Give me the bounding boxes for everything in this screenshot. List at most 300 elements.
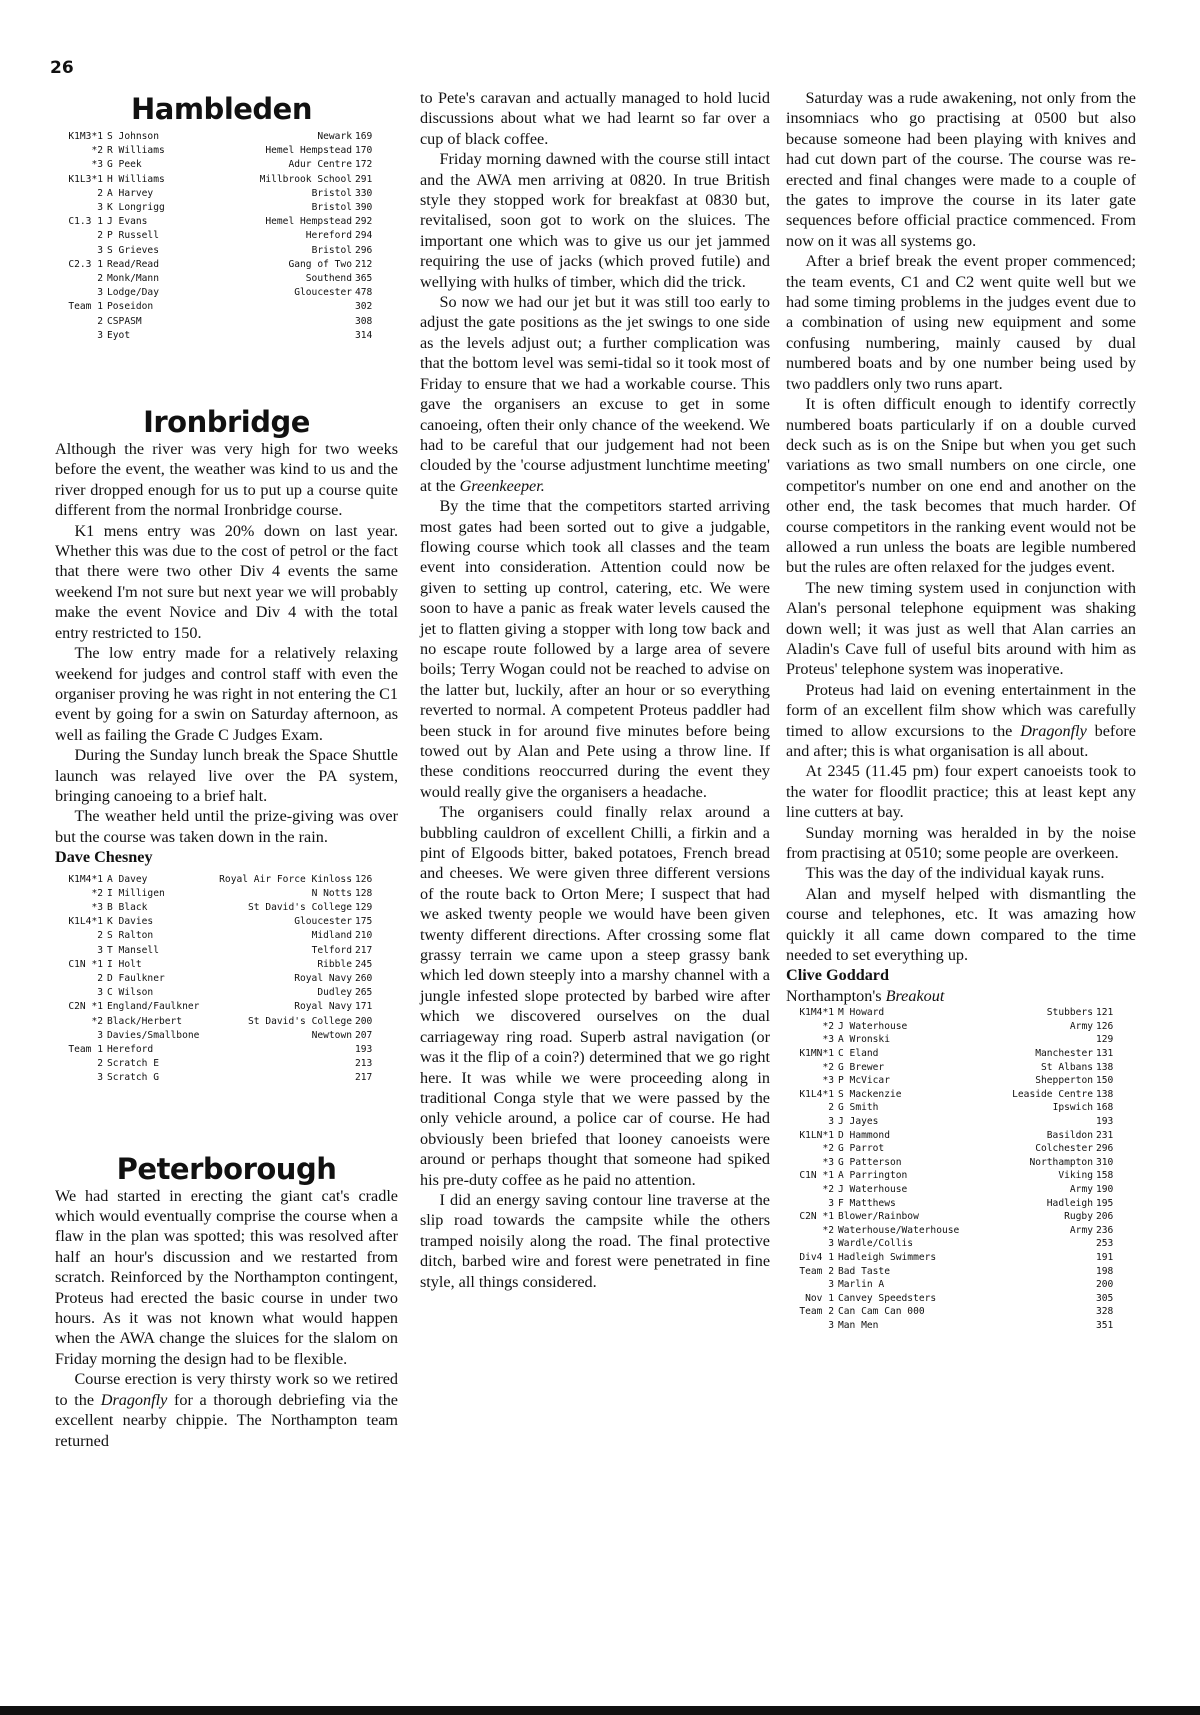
result-score: 351	[1096, 1319, 1114, 1331]
result-row	[55, 187, 385, 201]
result-row	[786, 1047, 1126, 1061]
result-club: Midland	[311, 930, 352, 942]
result-score: 253	[1096, 1238, 1114, 1250]
result-name: M Howard	[838, 1007, 885, 1019]
result-row	[786, 1006, 1126, 1020]
result-club: Newtown	[311, 1029, 352, 1041]
result-row	[786, 1237, 1126, 1251]
result-row	[786, 1278, 1126, 1292]
result-cls: K1L3*1	[68, 173, 103, 185]
result-name: K Davies	[107, 916, 154, 928]
result-cls: *2	[822, 1020, 834, 1032]
paragraph: The low entry made for a relatively relaxing weekend for judges and control staff with even the organiser proving he was right in not entering the C1 event by going for a swin on Saturday afternoon, as well as failing the Grade C Judges Exam.	[55, 644, 398, 744]
result-name: G Peek	[107, 159, 142, 171]
result-score: 305	[1096, 1292, 1114, 1304]
result-score: 150	[1096, 1075, 1114, 1087]
result-row	[55, 972, 385, 986]
result-score: 296	[355, 244, 373, 256]
result-club: Millbrook School	[259, 173, 352, 185]
result-cls: 3	[97, 287, 103, 299]
result-score: 328	[1096, 1306, 1114, 1318]
result-cls: Nov 1	[805, 1292, 834, 1304]
result-row	[55, 944, 385, 958]
paragraph: Although the river was very high for two weeks before the event, the weather was kind to us and the river dropped enough for us to put up a course quite different from the normal Ironbridge course.	[55, 440, 398, 520]
result-cls: C1.3 1	[68, 216, 103, 228]
result-row	[55, 958, 385, 972]
paragraph: Proteus had laid on evening entertainment in the form of an excellent film show which was carefully timed to allow excursions to the Dragonfly before and after; this is what organisation is all about.	[786, 680, 1136, 760]
result-row	[55, 258, 385, 272]
result-row	[55, 929, 385, 943]
result-cls: 3	[828, 1197, 834, 1209]
result-row	[786, 1169, 1126, 1183]
result-club: Hemel Hempstead	[265, 145, 352, 157]
paragraph: Saturday was a rude awakening, not only from the insomniacs who go practising at 0500 but also because someone had been playing with knives and had cut down part of the course. The course was re-erected and final changes were made to a couple of the gates to improve the course in its later gate sequences before official practice commenced. From now on it was all systems go.	[786, 89, 1136, 250]
result-club	[967, 1278, 1096, 1292]
result-row	[786, 1142, 1126, 1156]
result-club: N Notts	[311, 887, 352, 899]
result-score: 129	[355, 901, 373, 913]
result-name: D Faulkner	[107, 973, 165, 984]
result-cls: *2	[822, 1224, 834, 1236]
bottom-rule	[0, 1706, 1200, 1715]
result-score: 193	[1096, 1116, 1114, 1128]
result-score: 365	[355, 273, 373, 285]
result-row	[786, 1074, 1126, 1088]
result-row	[55, 1029, 385, 1043]
result-row	[786, 1129, 1126, 1143]
result-club	[967, 1265, 1096, 1279]
result-score: 126	[355, 873, 373, 885]
result-cls: *2	[822, 1143, 834, 1155]
result-row	[55, 286, 385, 300]
result-club	[967, 1292, 1096, 1306]
result-name: C Eland	[838, 1048, 879, 1060]
result-name: J Waterhouse	[838, 1184, 908, 1195]
result-name: A Parrington	[838, 1170, 908, 1182]
result-score: 200	[1096, 1279, 1114, 1291]
result-cls: 3	[97, 244, 103, 256]
result-name: D Hammond	[838, 1129, 890, 1141]
result-club: Shepperton	[1035, 1075, 1093, 1087]
result-cls: C2.3 1	[68, 258, 103, 270]
result-club: St David's College	[248, 1015, 352, 1027]
result-row	[786, 1033, 1126, 1047]
result-row	[55, 144, 385, 158]
result-name: G Brewer	[838, 1061, 885, 1073]
result-row	[55, 1000, 385, 1014]
result-cls: 2	[97, 973, 103, 984]
result-club: Ribble	[317, 958, 352, 970]
paragraph: So now we had our jet but it was still too early to adjust the gate positions as the jet swings to one side as the levels adjust out; a further complication was that the bottom level was semi-tidal so it took most of Friday to ensure that we had a workable course. This gave the organisers an excuse to get in some canoeing, often their only chance of the weekend. We had to be careful that our judgement had not been clouded by the 'course adjustment lunchtime meeting' at the Greenkeeper.	[420, 293, 770, 495]
result-row	[55, 986, 385, 1000]
result-club	[231, 1043, 355, 1057]
result-score: 217	[355, 1072, 373, 1084]
result-score: 191	[1096, 1251, 1114, 1263]
result-cls: K1L4*1	[799, 1088, 834, 1100]
result-row	[55, 201, 385, 215]
column-2	[420, 88, 770, 1292]
result-name: J Waterhouse	[838, 1020, 908, 1032]
result-name: Hadleigh Swimmers	[838, 1251, 937, 1263]
result-club	[231, 1071, 355, 1085]
result-name: CSPASM	[107, 315, 142, 327]
result-score: 330	[355, 187, 373, 199]
result-score: 198	[1096, 1265, 1114, 1277]
result-cls: 2	[97, 230, 103, 242]
result-name: J Evans	[107, 216, 148, 228]
paragraph: At 2345 (11.45 pm) four expert canoeists took to the water for floodlit practice; this at least kept any line cutters at bay.	[786, 762, 1136, 822]
result-cls: K1M3*1	[68, 131, 103, 142]
result-score: 212	[355, 258, 373, 270]
result-name: S Ralton	[107, 930, 154, 942]
result-row	[55, 130, 385, 144]
result-row	[55, 1071, 385, 1085]
result-score: 302	[355, 301, 373, 313]
result-club	[967, 1305, 1096, 1319]
result-score: 121	[1096, 1007, 1114, 1019]
result-club: Viking	[1058, 1170, 1093, 1182]
result-score: 265	[355, 987, 373, 999]
result-row	[786, 1210, 1126, 1224]
result-score: 138	[1096, 1061, 1114, 1073]
result-name: P McVicar	[838, 1075, 890, 1087]
result-row	[55, 315, 385, 329]
result-row	[55, 1015, 385, 1029]
result-row	[786, 1265, 1126, 1279]
result-name: Bad Taste	[838, 1265, 890, 1277]
result-club: Hadleigh	[1046, 1197, 1093, 1209]
result-cls: 2	[97, 273, 103, 285]
result-cls: Team 1	[68, 301, 103, 313]
result-cls: C2N *1	[68, 1001, 103, 1013]
result-cls: 2	[97, 1058, 103, 1070]
result-cls: 3	[97, 202, 103, 214]
result-score: 390	[355, 202, 373, 214]
result-score: 170	[355, 145, 373, 157]
result-club: Dudley	[317, 987, 352, 999]
result-score: 310	[1096, 1156, 1114, 1168]
result-score: 207	[355, 1029, 373, 1041]
result-score: 296	[1096, 1143, 1114, 1155]
peterborough-title: Peterborough	[116, 1151, 337, 1186]
paragraph: By the time that the competitors started arriving most gates had been sorted out to give a judgable, flowing course which took all classes and the team event into consideration. Attention could now be given to setting up control, catering, etc. We were soon to have a panic as freak water levels caused the jet to flatten giving a stopper with long tow back and no escape route followed by a large area of severe boils; Terry Wogan could not be reached to advise on the latter but, luckily, after an hour or so everything reverted to normal. A competent Proteus paddler had been stuck in for around five minutes before being towed out by Alan and Pete using a throw line. If these conditions reoccurred during the event they would really give the organisers a headache.	[420, 497, 770, 801]
result-name: Poseidon	[107, 301, 154, 313]
result-name: S Grieves	[107, 244, 159, 256]
result-row	[786, 1088, 1126, 1102]
paragraph: Alan and myself helped with dismantling the course and telephones, etc. It was amazing how quickly it all came down compared to the time needed to set everything up.	[786, 884, 1136, 965]
result-club: Northampton	[1029, 1156, 1093, 1168]
result-name: T Mansell	[107, 944, 159, 956]
result-score: 308	[355, 315, 373, 327]
result-score: 190	[1096, 1184, 1114, 1195]
result-score: 158	[1096, 1170, 1114, 1182]
result-name: Monk/Mann	[107, 273, 159, 285]
result-score: 217	[355, 944, 373, 956]
result-club: Leaside Centre	[1012, 1088, 1093, 1100]
result-score: 210	[355, 930, 373, 942]
ironbridge-title: Ironbridge	[143, 405, 310, 440]
result-row	[786, 1101, 1126, 1115]
result-name: G Smith	[838, 1102, 879, 1114]
result-cls: 3	[97, 1029, 103, 1041]
result-club	[231, 1057, 355, 1071]
result-cls: 2	[97, 187, 103, 199]
result-cls: 2	[97, 315, 103, 327]
result-score: 213	[355, 1058, 373, 1070]
result-club: Bristol	[311, 244, 352, 256]
result-row	[786, 1156, 1126, 1170]
result-name: A Wronski	[838, 1034, 890, 1046]
result-club: Bristol	[311, 187, 352, 199]
result-score: 294	[355, 230, 373, 242]
result-row	[786, 1020, 1126, 1034]
result-score: 171	[355, 1001, 373, 1013]
result-score: 169	[355, 131, 373, 142]
result-name: Lodge/Day	[107, 287, 159, 299]
result-name: Davies/Smallbone	[107, 1029, 200, 1041]
result-name: Canvey Speedsters	[838, 1292, 937, 1304]
paragraph: to Pete's caravan and actually managed to hold lucid discussions about what we had learnt so far over a cup of black coffee.	[420, 89, 770, 148]
result-cls: C1N *1	[68, 958, 103, 970]
result-club: Manchester	[1035, 1048, 1093, 1060]
result-cls: K1L4*1	[68, 916, 103, 928]
result-cls: Team 2	[799, 1265, 834, 1277]
result-score: 172	[355, 159, 373, 171]
result-cls: 3	[97, 329, 103, 341]
result-row	[786, 1251, 1126, 1265]
result-row	[786, 1224, 1126, 1238]
column-3	[786, 88, 1136, 1333]
result-cls: *3	[822, 1034, 834, 1046]
result-score: 478	[355, 287, 373, 299]
result-row	[55, 244, 385, 258]
ironbridge-signature: Dave Chesney	[55, 848, 153, 867]
result-club: Army	[1069, 1020, 1093, 1032]
result-name: G Parrot	[838, 1143, 885, 1155]
result-name: J Jayes	[838, 1116, 879, 1128]
result-row	[55, 873, 385, 887]
result-cls: C1N *1	[799, 1170, 834, 1182]
result-cls: *2	[822, 1184, 834, 1195]
result-score: 193	[355, 1044, 373, 1056]
result-club: Newark	[317, 131, 352, 142]
result-name: A Harvey	[107, 187, 154, 199]
result-cls: *3	[822, 1075, 834, 1087]
result-row	[786, 1061, 1126, 1075]
paragraph: The weather held until the prize-giving was over but the course was taken down in the rain.	[55, 807, 398, 846]
result-name: I Holt	[107, 958, 142, 970]
result-name: England/Faulkner	[107, 1001, 200, 1013]
result-score: 195	[1096, 1197, 1114, 1209]
result-score: 200	[355, 1015, 373, 1027]
paragraph: It is often difficult enough to identify correctly numbered boats particularly if on a double curved deck such as is on the Snipe but when you get such variations as two small numbers on one circle, one competitor's number on one end and another on the other end, the task becomes that much harder. Of course competitors in the ranking event would not be allowed a run unless the boats are legible numbered but the rules are often relaxed for the judges event.	[786, 395, 1136, 577]
result-cls: Div4 1	[799, 1251, 834, 1263]
result-club: Colchester	[1035, 1143, 1093, 1155]
result-club	[967, 1115, 1096, 1129]
paragraph: I did an energy saving contour line traverse at the slip road towards the campsite while the others tramped noisily along the road. The final protective ditch, barbed wire and forest were penetrated in fine style, all things considered.	[420, 1190, 770, 1291]
result-score: 291	[355, 173, 373, 185]
result-club: Ipswich	[1052, 1102, 1093, 1114]
result-club	[967, 1237, 1096, 1251]
result-name: Hereford	[107, 1044, 154, 1056]
result-club: Hemel Hempstead	[265, 216, 352, 228]
result-row	[55, 158, 385, 172]
result-cls: 3	[97, 944, 103, 956]
paragraph: Sunday morning was heralded in by the noise from practising at 0510; some people are overkeen.	[786, 823, 1136, 863]
hambleden-results	[55, 130, 385, 343]
peterborough-signature: Clive Goddard	[786, 966, 889, 985]
paragraph: The new timing system used in conjunction with Alan's personal telephone equipment was shaking down well; it was just as well that Alan carries an Aladin's Cave full of useful bits around with him as Proteus' telephone system was inoperative.	[786, 578, 1136, 679]
result-score: 175	[355, 916, 373, 928]
result-score: 245	[355, 958, 373, 970]
result-club: Bristol	[311, 202, 352, 214]
result-cls: *3	[822, 1156, 834, 1168]
result-cls: 3	[97, 1072, 103, 1084]
paragraph: During the Sunday lunch break the Space Shuttle launch was relayed live over the PA system, bringing canoeing to a brief halt.	[55, 746, 398, 805]
result-club: Army	[1069, 1184, 1093, 1195]
paragraph: The organisers could finally relax around a bubbling cauldron of excellent Chilli, a firkin and a pint of Elgoods bitter, baked potatoes, French bread and cheeses. We were given three different versions of the route back to Orton Mere; I suspect that had we asked twenty people we would have been given twenty different directions. After crossing some flat grassy terrain we came upon a steep grassy bank which led down steeply into a marshy channel with a jungle infested slope protected by barbed wire after which we discovered ourselves on the dual carriageway ring road. Superb astral navigation (or was it the flip of a coin?) determined that we go right here. It was while we were proceeding along in traditional Conga style that we were passed by the only vehicle around, a police car of course. He had obviously been briefed that looney canoeists were around or perhaps thought that someone had spiked his pre-duty coffee as he paid no attention.	[420, 803, 770, 1189]
result-cls: 3	[828, 1238, 834, 1250]
result-cls: 3	[828, 1279, 834, 1291]
result-club	[967, 1033, 1096, 1047]
result-club: Gloucester	[294, 287, 352, 299]
hambleden-title: Hambleden	[131, 92, 312, 126]
result-club: Stubbers	[1046, 1007, 1093, 1019]
result-name: Wardle/Collis	[838, 1238, 914, 1250]
result-cls: 3	[97, 987, 103, 999]
result-row	[786, 1115, 1126, 1129]
result-club: Army	[1069, 1224, 1093, 1236]
result-club	[231, 300, 355, 314]
result-name: Man Men	[838, 1319, 879, 1331]
result-score: 128	[355, 887, 373, 899]
result-club: Gloucester	[294, 916, 352, 928]
result-club	[967, 1319, 1096, 1333]
result-score: 236	[1096, 1224, 1114, 1236]
result-name: C Wilson	[107, 987, 154, 999]
result-cls: 2	[828, 1102, 834, 1114]
ironbridge-results	[55, 873, 385, 1086]
result-cls: *2	[91, 1015, 103, 1027]
result-club: Hereford	[305, 230, 352, 242]
ironbridge-article	[55, 439, 398, 847]
result-row	[55, 300, 385, 314]
result-row	[55, 329, 385, 343]
result-club: Gang of Two	[288, 258, 352, 270]
result-score: 126	[1096, 1020, 1114, 1032]
result-name: S Mackenzie	[838, 1088, 902, 1100]
result-score: 168	[1096, 1102, 1114, 1114]
result-name: R Williams	[107, 145, 165, 157]
result-club: St David's College	[248, 901, 352, 913]
result-row	[55, 1043, 385, 1057]
results-caption: Northampton's Breakout	[786, 986, 945, 1005]
result-name: Scratch E	[107, 1058, 159, 1070]
result-row	[55, 1057, 385, 1071]
result-club: St Albans	[1041, 1061, 1093, 1073]
result-cls: C2N *1	[799, 1211, 834, 1223]
result-name: B Black	[107, 901, 148, 913]
result-name: Blower/Rainbow	[838, 1211, 919, 1223]
result-row	[786, 1292, 1126, 1306]
result-row	[786, 1197, 1126, 1211]
result-score: 292	[355, 216, 373, 228]
result-cls: K1M4*1	[68, 873, 103, 885]
result-cls: *3	[91, 901, 103, 913]
result-name: Eyot	[107, 329, 131, 341]
result-score: 314	[355, 329, 373, 341]
result-club	[231, 315, 355, 329]
result-name: F Matthews	[838, 1197, 896, 1209]
result-score: 129	[1096, 1034, 1114, 1046]
result-cls: Team 2	[799, 1306, 834, 1318]
result-cls: 3	[828, 1319, 834, 1331]
result-club: Royal Navy	[294, 973, 352, 984]
result-name: K Longrigg	[107, 202, 165, 214]
result-row	[55, 272, 385, 286]
result-cls: K1M4*1	[799, 1007, 834, 1019]
result-club	[967, 1251, 1096, 1265]
result-name: A Davey	[107, 873, 148, 885]
paragraph: We had started in erecting the giant cat's cradle which would eventually comprise the course when a flaw in the plan was spotted; this was resolved after half an hour's discussion and we restarted from scratch. Reinforced by the Northampton contingent, Proteus had erected the basic course in under two hours. As it was not known what would happen when the AWA change the sluices for the slalom on Friday morning the design had to be flexible.	[55, 1186, 398, 1368]
result-row	[786, 1319, 1126, 1333]
result-name: P Russell	[107, 230, 159, 242]
result-cls: 3	[828, 1116, 834, 1128]
result-row	[786, 1183, 1126, 1197]
paragraph: Friday morning dawned with the course still intact and the AWA men arriving at 0820. In true British style they stopped work for breakfast at 0830 but, revitalised, soon got to work on the sluices. The important one which was to give us our jet jammed requiring the use of jacks (which proved futile) and wellying with hulks of timber, which did the trick.	[420, 150, 770, 291]
result-cls: *2	[91, 887, 103, 899]
result-row	[786, 1305, 1126, 1319]
result-score: 260	[355, 973, 373, 984]
result-cls: *2	[822, 1061, 834, 1073]
result-club: Rugby	[1064, 1211, 1093, 1223]
result-cls: *2	[91, 145, 103, 157]
result-row	[55, 887, 385, 901]
result-cls: Team 1	[68, 1044, 103, 1056]
peterborough-results	[786, 1006, 1126, 1332]
page-number: 26	[50, 58, 74, 78]
paragraph: Course erection is very thirsty work so we retired to the Dragonfly for a thorough debriefing via the excellent nearby chippie. The Northampton team returned	[55, 1370, 398, 1450]
result-row	[55, 215, 385, 229]
paragraph: After a brief break the event proper commenced; the team events, C1 and C2 went quite well but we had some timing problems in the judges event due to a combination of using new equipment and some confusing numbering, mainly caused by dual numbered boats and by one number being used by two paddlers only two runs apart.	[786, 252, 1136, 393]
result-club: Adur Centre	[288, 159, 352, 171]
result-club: Telford	[311, 944, 352, 956]
result-cls: 2	[97, 930, 103, 942]
result-name: S Johnson	[107, 131, 159, 142]
result-name: Read/Read	[107, 258, 159, 270]
result-name: G Patterson	[838, 1156, 902, 1168]
result-name: Waterhouse/Waterhouse	[838, 1224, 960, 1236]
result-row	[55, 229, 385, 243]
column-1	[55, 92, 398, 1451]
result-row	[55, 901, 385, 915]
result-name: I Milligen	[107, 887, 165, 899]
result-cls: K1MN*1	[799, 1048, 834, 1060]
result-score: 206	[1096, 1211, 1114, 1223]
result-cls: K1LN*1	[799, 1129, 834, 1141]
result-name: Marlin A	[838, 1279, 885, 1291]
result-club: Southend	[305, 273, 352, 285]
result-name: H Williams	[107, 173, 165, 185]
result-row	[55, 915, 385, 929]
paragraph: This was the day of the individual kayak runs.	[805, 864, 1105, 883]
paragraph: K1 mens entry was 20% down on last year. Whether this was due to the cost of petrol or the fact that there were two other Div 4 events the same weekend I'm not sure but next year we will probably make the event Novice and Div 4 with the total entry restricted to 150.	[55, 521, 398, 642]
result-row	[55, 173, 385, 187]
result-club: Royal Navy	[294, 1001, 352, 1013]
result-club	[231, 329, 355, 343]
result-score: 138	[1096, 1088, 1114, 1100]
result-score: 131	[1096, 1048, 1114, 1060]
